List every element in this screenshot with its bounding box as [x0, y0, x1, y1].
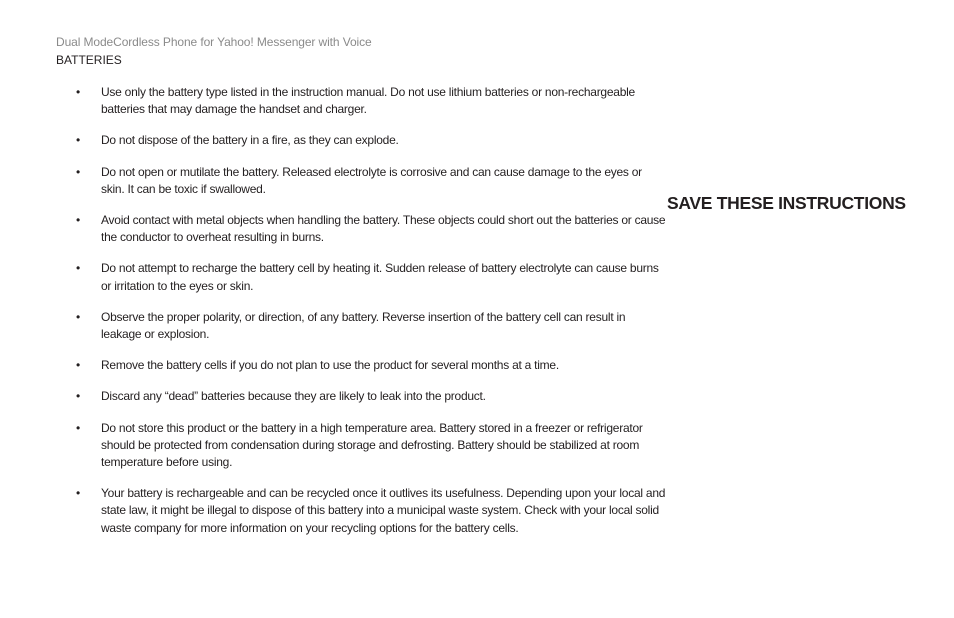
list-item	[76, 388, 666, 405]
bullet-icon: •	[76, 213, 80, 228]
list-item-text: Observe the proper polarity, or direction, of any battery. Reverse insertion of the battery cell can result in leakage or explosion.	[101, 309, 626, 342]
list-item-text: Your battery is rechargeable and can be recycled once it outlives its usefulness. Depending upon your local and state law, it might be illegal to dispose of this battery into a municipal waste system. Check with your local solid waste company for more information on your recycling options for the battery cells.	[101, 486, 666, 535]
bullet-icon: •	[76, 309, 80, 324]
save-instructions-notice: SAVE THESE INSTRUCTIONS	[667, 193, 906, 213]
list-item-text: Avoid contact with metal objects when handling the battery. These objects could short out the batteries or cause the conductor to overheat resulting in burns.	[101, 213, 666, 245]
battery-safety-list	[76, 84, 666, 551]
list-item	[76, 84, 666, 118]
list-item	[76, 260, 666, 294]
bullet-icon: •	[76, 420, 80, 435]
bullet-icon: •	[76, 358, 80, 373]
bullet-icon: •	[76, 164, 80, 179]
list-item	[76, 132, 666, 149]
list-item-text: Do not dispose of the battery in a fire, as they can explode.	[101, 133, 399, 148]
bullet-icon: •	[76, 261, 80, 276]
list-item-text: Do not attempt to recharge the battery cell by heating it. Sudden release of battery electrolyte can cause burns or irritation to the eyes or skin.	[101, 261, 659, 293]
section-title: BATTERIES	[56, 53, 122, 67]
list-item	[76, 309, 666, 343]
running-header: Dual ModeCordless Phone for Yahoo! Messenger with Voice	[56, 35, 372, 49]
list-item-text: Do not store this product or the battery in a high temperature area. Battery stored in a freezer or refrigerator should be protected from condensation during storage and defrosting. Battery should be stabilized at room temperature before using.	[101, 420, 643, 470]
list-item	[76, 357, 666, 374]
list-item-text: Discard any “dead” batteries because they are likely to leak into the product.	[101, 389, 486, 404]
bullet-icon: •	[76, 486, 80, 501]
bullet-icon: •	[76, 133, 80, 148]
list-item-text: Remove the battery cells if you do not plan to use the product for several months at a time.	[101, 358, 559, 373]
bullet-icon: •	[76, 85, 80, 99]
list-item	[76, 485, 666, 537]
bullet-icon: •	[76, 389, 80, 404]
list-item	[76, 164, 666, 198]
list-item-text: Use only the battery type listed in the instruction manual. Do not use lithium batteries or non-rechargeable batteries that may damage the handset and charger.	[101, 85, 635, 117]
list-item	[76, 420, 666, 472]
list-item	[76, 212, 666, 246]
list-item-text: Do not open or mutilate the battery. Released electrolyte is corrosive and can cause damage to the eyes or skin. It can be toxic if swallowed.	[101, 164, 642, 196]
